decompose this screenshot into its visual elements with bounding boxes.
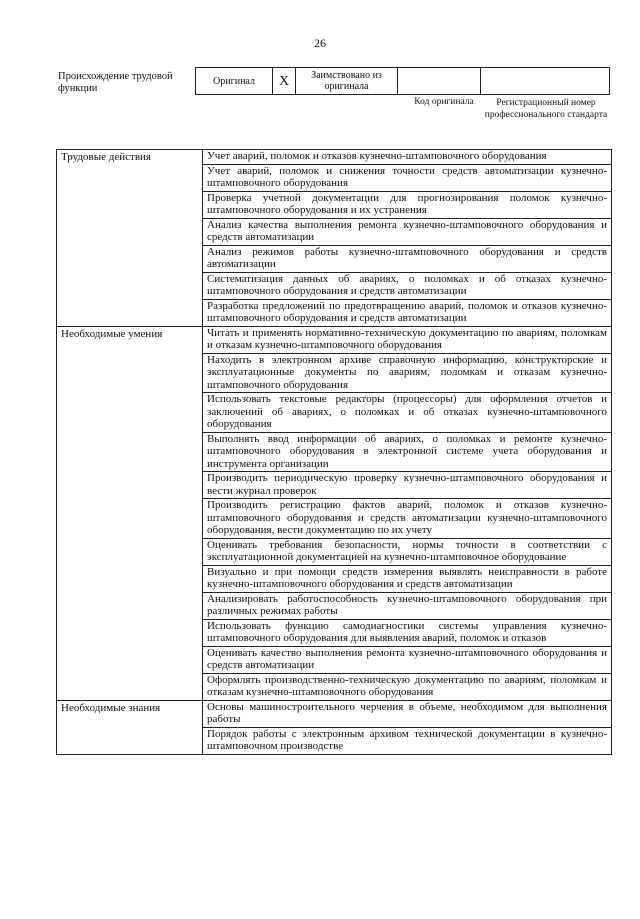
section-item: Основы машиностроительного черчения в объеме, необходимом для выполнения работы (203, 700, 612, 727)
section-item: Систематизация данных об авариях, о поломках и об отказах кузнечно-штамповочного оборудования и средств автоматизации (203, 272, 612, 299)
table-row (57, 150, 612, 165)
origin-reg-cell (481, 68, 610, 95)
section-item: Использовать функцию самодиагностики системы управления кузнечно-штамповочного оборудования для выявления аварий, поломок и отказов (203, 619, 612, 646)
section-item: Визуально и при помощи средств измерения выявлять неисправности в работе кузнечно-штамповочного оборудования и средств автоматизации (203, 565, 612, 592)
section-item: Оформлять производственно-техническую документацию по авариям, поломкам и отказам кузнечно-штамповочного оборудования (203, 673, 612, 700)
section-item: Разработка предложений по предотвращению аварий, поломок и отказов кузнечно-штамповочного оборудования и средств автоматизации (203, 299, 612, 326)
section-item: Оценивать требования безопасности, нормы точности в соответствии с эксплуатационной документацией на кузнечно-штамповочное оборудование (203, 538, 612, 565)
section-title: Необходимые умения (57, 326, 203, 700)
section-item: Читать и применять нормативно-техническую документацию по авариям, поломкам и отказам кузнечно-штамповочного оборудования (203, 326, 612, 353)
section-item: Анализировать работоспособность кузнечно-штамповочного оборудования при различных режимах работы (203, 592, 612, 619)
section-item: Проверка учетной документации для прогнозирования поломок кузнечно-штамповочного оборудования и их устранения (203, 191, 612, 218)
section-item: Порядок работы с электронным архивом технической документации в кузнечно-штамповочном производстве (203, 727, 612, 754)
section-item: Производить регистрацию фактов аварий, поломок и отказов кузнечно-штамповочного оборудования и средств автоматизации кузнечно-штамповочного оборудования, вести документацию по их учету (203, 499, 612, 539)
section-title: Трудовые действия (57, 150, 203, 327)
section-title: Необходимые знания (57, 700, 203, 754)
origin-code-caption: Код оригинала (414, 97, 474, 107)
table-row (57, 700, 612, 727)
origin-code-cell (398, 68, 481, 95)
origin-reg-caption: Регистрационный номер профессионального стандарта (484, 98, 608, 120)
section-item: Анализ режимов работы кузнечно-штамповочного оборудования и средств автоматизации (203, 245, 612, 272)
section-item: Учет аварий, поломок и отказов кузнечно-штамповочного оборудования (203, 150, 612, 165)
origin-original-cell: Оригинал (196, 68, 273, 95)
section-item: Использовать текстовые редакторы (процессоры) для оформления отчетов и заключений об авариях, о поломках и об отказах кузнечно-штамповочного оборудования (203, 393, 612, 433)
origin-table (195, 67, 610, 95)
section-item: Выполнять ввод информации об авариях, о поломках и ремонте кузнечно-штамповочного оборудования в электронной системе учета оборудования и инструмента организации (203, 432, 612, 472)
section-item: Учет аварий, поломок и снижения точности средств автоматизации кузнечно-штамповочного оборудования (203, 164, 612, 191)
section-item: Анализ качества выполнения ремонта кузнечно-штамповочного оборудования и средств автоматизации (203, 218, 612, 245)
function-table (56, 149, 612, 755)
origin-mark-cell: X (273, 68, 296, 95)
section-item: Находить в электронном архиве справочную информацию, конструкторские и эксплуатационные документы по авариям, поломкам и отказам кузнечно-штамповочного оборудования (203, 353, 612, 393)
origin-borrowed-cell: Заимствовано из оригинала (296, 68, 398, 95)
section-item: Производить периодическую проверку кузнечно-штамповочного оборудования и вести журнал проверок (203, 472, 612, 499)
origin-label: Происхождение трудовой функции (58, 71, 173, 94)
page-number: 26 (314, 36, 326, 50)
section-item: Оценивать качество выполнения ремонта кузнечно-штамповочного оборудования и средств автоматизации (203, 646, 612, 673)
table-row (57, 326, 612, 353)
